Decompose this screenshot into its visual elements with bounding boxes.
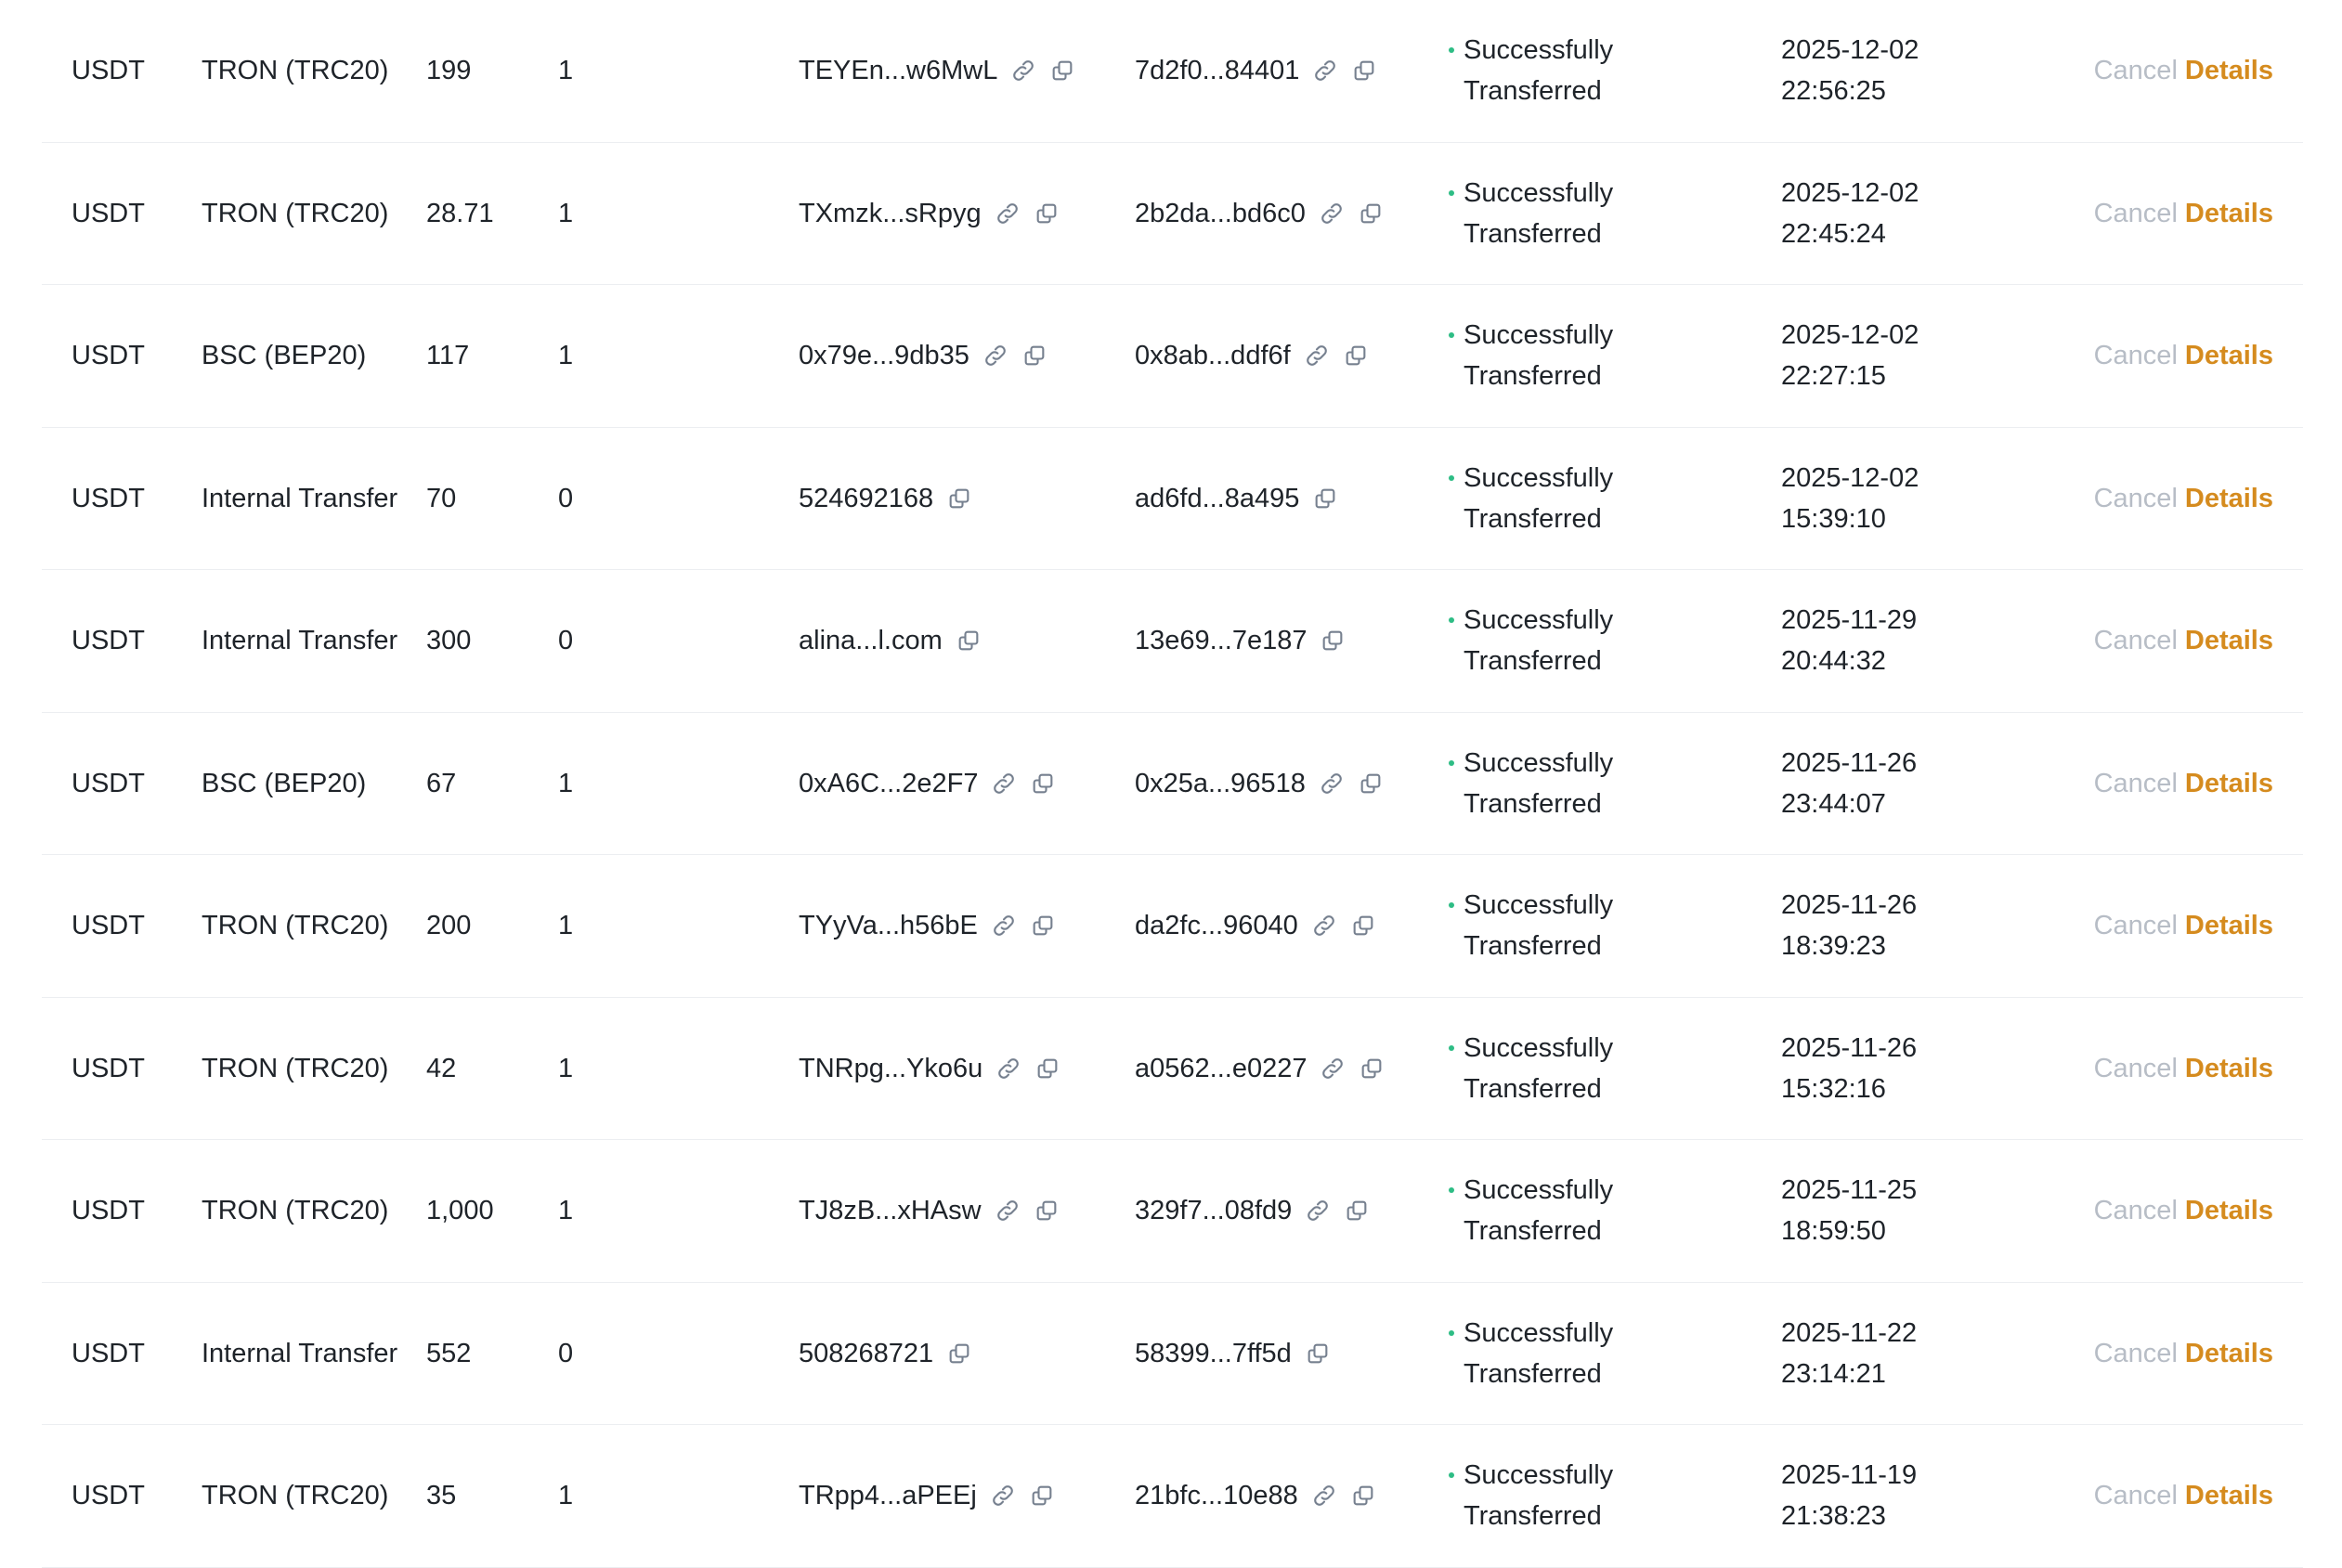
link-icon[interactable]: [982, 343, 1008, 369]
copy-icon[interactable]: [1312, 486, 1338, 512]
copy-icon[interactable]: [1358, 201, 1384, 227]
actions-cell: [2094, 335, 2273, 376]
status-cell: [1449, 600, 1668, 681]
status-text: Successfully Transferred: [1464, 1175, 1614, 1247]
copy-icon[interactable]: [1029, 1483, 1055, 1509]
confirmations-cell: 1: [558, 1196, 574, 1226]
time-text: 18:39:23: [1781, 931, 1886, 962]
time-text: 22:27:15: [1781, 361, 1886, 392]
date-text: 2025-11-29: [1781, 605, 1918, 636]
address-text: 524692168: [799, 483, 934, 513]
copy-icon[interactable]: [1320, 628, 1346, 654]
link-icon[interactable]: [991, 771, 1017, 797]
link-icon[interactable]: [1320, 1056, 1346, 1082]
link-icon[interactable]: [995, 201, 1021, 227]
txid-cell: [1135, 478, 1338, 519]
confirmations-cell: 0: [558, 483, 574, 513]
date-text: 2025-12-02: [1781, 177, 1919, 208]
network-cell: TRON (TRC20): [202, 1053, 389, 1083]
coin-cell: USDT: [72, 56, 145, 86]
copy-icon[interactable]: [946, 1341, 972, 1367]
date-cell: [1781, 315, 1919, 396]
details-button[interactable]: Details: [2184, 1481, 2273, 1511]
status-text: Successfully Transferred: [1464, 890, 1614, 962]
time-text: 20:44:32: [1781, 646, 1886, 677]
status-dot: [1449, 332, 1454, 338]
network-cell: TRON (TRC20): [202, 56, 389, 86]
address-text: TYyVa...h56bE: [799, 911, 978, 941]
address-text: TXmzk...sRpyg: [799, 198, 982, 228]
copy-icon[interactable]: [1350, 913, 1376, 939]
table-row: [42, 855, 2303, 998]
amount-cell: 300: [426, 626, 472, 656]
date-cell: [1781, 1455, 1917, 1536]
date-text: 2025-12-02: [1781, 320, 1919, 351]
actions-cell: [2094, 1475, 2273, 1516]
coin-cell: USDT: [72, 626, 145, 656]
table-row: [42, 143, 2303, 286]
link-icon[interactable]: [1305, 1198, 1331, 1224]
coin-cell: USDT: [72, 1196, 145, 1226]
table-row: [42, 1425, 2303, 1568]
date-cell: [1781, 1170, 1917, 1251]
time-text: 21:38:23: [1781, 1501, 1886, 1532]
date-text: 2025-11-26: [1781, 747, 1918, 778]
details-button[interactable]: Details: [2184, 911, 2273, 941]
details-button[interactable]: Details: [2184, 626, 2273, 656]
table-row: [42, 570, 2303, 713]
address-cell: [799, 1048, 1060, 1089]
actions-cell: [2094, 905, 2273, 946]
network-cell: BSC (BEP20): [202, 768, 367, 798]
coin-cell: USDT: [72, 341, 145, 371]
actions-cell: [2094, 1333, 2273, 1374]
date-text: 2025-11-26: [1781, 1032, 1918, 1063]
details-button[interactable]: Details: [2184, 341, 2273, 371]
address-cell: [799, 1475, 1055, 1516]
copy-icon[interactable]: [1359, 1056, 1385, 1082]
link-icon[interactable]: [995, 1056, 1021, 1082]
status-dot: [1449, 1472, 1454, 1478]
txid-cell: [1135, 763, 1384, 804]
txid-cell: [1135, 905, 1376, 946]
copy-icon[interactable]: [956, 628, 982, 654]
txid-text: 58399...7ff5d: [1135, 1338, 1292, 1368]
date-text: 2025-11-26: [1781, 890, 1918, 921]
cancel-button[interactable]: Cancel: [2093, 626, 2178, 656]
status-dot: [1449, 1330, 1454, 1336]
details-button[interactable]: Details: [2184, 1053, 2273, 1083]
address-cell: [799, 1190, 1060, 1231]
date-cell: [1781, 885, 1917, 966]
txid-text: 2b2da...bd6c0: [1135, 198, 1306, 228]
actions-cell: [2094, 620, 2273, 661]
table-row: [42, 1140, 2303, 1283]
txid-cell: [1135, 335, 1369, 376]
txid-text: 0x25a...96518: [1135, 768, 1306, 798]
copy-icon[interactable]: [1034, 201, 1060, 227]
link-icon[interactable]: [1311, 1483, 1337, 1509]
link-icon[interactable]: [995, 1198, 1021, 1224]
details-button[interactable]: Details: [2184, 1196, 2273, 1226]
time-text: 18:59:50: [1781, 1216, 1886, 1247]
address-text: TRpp4...aPEEj: [799, 1481, 977, 1511]
txid-cell: [1135, 1048, 1385, 1089]
network-cell: BSC (BEP20): [202, 341, 367, 371]
actions-cell: [2094, 763, 2273, 804]
txid-cell: [1135, 620, 1346, 661]
network-cell: TRON (TRC20): [202, 198, 389, 228]
copy-icon[interactable]: [1305, 1341, 1331, 1367]
link-icon[interactable]: [1319, 201, 1345, 227]
status-cell: [1449, 1028, 1668, 1109]
link-icon[interactable]: [991, 913, 1017, 939]
address-cell: [799, 763, 1056, 804]
amount-cell: 70: [426, 483, 457, 513]
coin-cell: USDT: [72, 1481, 145, 1511]
date-cell: [1781, 458, 1919, 539]
copy-icon[interactable]: [1049, 58, 1075, 84]
cancel-button[interactable]: Cancel: [2093, 483, 2178, 513]
time-text: 22:56:25: [1781, 76, 1886, 107]
details-button[interactable]: Details: [2184, 56, 2273, 86]
status-text: Successfully Transferred: [1464, 177, 1614, 249]
txid-text: ad6fd...8a495: [1135, 483, 1300, 513]
time-text: 15:32:16: [1781, 1073, 1886, 1104]
confirmations-cell: 1: [558, 56, 574, 86]
coin-cell: USDT: [72, 483, 145, 513]
txid-text: da2fc...96040: [1135, 911, 1298, 941]
status-text: Successfully Transferred: [1464, 1317, 1614, 1389]
confirmations-cell: 0: [558, 1338, 574, 1368]
table-row: [42, 0, 2303, 143]
amount-cell: 199: [426, 56, 472, 86]
date-text: 2025-12-02: [1781, 35, 1919, 66]
txid-text: 7d2f0...84401: [1135, 56, 1300, 86]
status-cell: [1449, 1455, 1668, 1536]
date-text: 2025-12-02: [1781, 462, 1919, 493]
actions-cell: [2094, 1190, 2273, 1231]
txid-cell: [1135, 50, 1377, 91]
time-text: 15:39:10: [1781, 503, 1886, 534]
address-text: 0xA6C...2e2F7: [799, 768, 979, 798]
copy-icon[interactable]: [1021, 343, 1047, 369]
date-text: 2025-11-25: [1781, 1175, 1918, 1206]
status-dot: [1449, 190, 1454, 196]
actions-cell: [2094, 1048, 2273, 1089]
amount-cell: 28.71: [426, 198, 494, 228]
txid-cell: [1135, 1475, 1376, 1516]
address-cell: [799, 478, 972, 519]
status-dot: [1449, 47, 1454, 53]
address-cell: [799, 193, 1060, 234]
cancel-button[interactable]: Cancel: [2093, 1053, 2178, 1083]
table-body: [42, 0, 2303, 1568]
amount-cell: 42: [426, 1053, 457, 1083]
copy-icon[interactable]: [1034, 1056, 1060, 1082]
txid-cell: [1135, 1333, 1331, 1374]
status-text: Successfully Transferred: [1464, 747, 1614, 819]
txid-cell: [1135, 1190, 1370, 1231]
details-button[interactable]: Details: [2184, 483, 2273, 513]
network-cell: Internal Transfer: [202, 1338, 398, 1368]
status-text: Successfully Transferred: [1464, 605, 1614, 677]
address-cell: [799, 905, 1056, 946]
address-text: alina...l.com: [799, 626, 943, 656]
amount-cell: 117: [426, 341, 470, 371]
txid-cell: [1135, 193, 1384, 234]
address-cell: [799, 1333, 972, 1374]
cancel-button[interactable]: Cancel: [2093, 1481, 2178, 1511]
status-dot: [1449, 760, 1454, 766]
confirmations-cell: 0: [558, 626, 574, 656]
status-cell: [1449, 173, 1668, 254]
copy-icon[interactable]: [1358, 771, 1384, 797]
txid-text: a0562...e0227: [1135, 1053, 1308, 1083]
date-cell: [1781, 30, 1919, 111]
address-cell: [799, 50, 1075, 91]
txid-text: 0x8ab...ddf6f: [1135, 341, 1291, 371]
status-text: Successfully Transferred: [1464, 35, 1614, 107]
amount-cell: 67: [426, 768, 457, 798]
copy-icon[interactable]: [1344, 1198, 1370, 1224]
details-button[interactable]: Details: [2184, 198, 2273, 228]
network-cell: Internal Transfer: [202, 626, 398, 656]
link-icon[interactable]: [1304, 343, 1330, 369]
details-button[interactable]: Details: [2184, 1338, 2273, 1368]
address-cell: [799, 620, 982, 661]
amount-cell: 200: [426, 911, 472, 941]
date-cell: [1781, 1313, 1917, 1394]
status-dot: [1449, 475, 1454, 481]
txid-text: 21bfc...10e88: [1135, 1481, 1298, 1511]
amount-cell: 1,000: [426, 1196, 494, 1226]
status-cell: [1449, 1313, 1668, 1394]
copy-icon[interactable]: [1030, 913, 1056, 939]
copy-icon[interactable]: [1030, 771, 1056, 797]
time-text: 23:14:21: [1781, 1358, 1886, 1389]
table-row: [42, 998, 2303, 1141]
actions-cell: [2094, 193, 2273, 234]
date-cell: [1781, 743, 1917, 824]
txid-text: 329f7...08fd9: [1135, 1196, 1293, 1226]
status-dot: [1449, 617, 1454, 623]
confirmations-cell: 1: [558, 1481, 574, 1511]
confirmations-cell: 1: [558, 768, 574, 798]
copy-icon[interactable]: [1034, 1198, 1060, 1224]
amount-cell: 35: [426, 1481, 457, 1511]
cancel-button[interactable]: Cancel: [2093, 911, 2178, 941]
confirmations-cell: 1: [558, 911, 574, 941]
status-text: Successfully Transferred: [1464, 462, 1614, 534]
coin-cell: USDT: [72, 1338, 145, 1368]
cancel-button[interactable]: Cancel: [2093, 1196, 2178, 1226]
table-row: [42, 285, 2303, 428]
actions-cell: [2094, 50, 2273, 91]
link-icon[interactable]: [1312, 58, 1338, 84]
link-icon[interactable]: [1010, 58, 1036, 84]
copy-icon[interactable]: [1351, 58, 1377, 84]
confirmations-cell: 1: [558, 341, 574, 371]
status-dot: [1449, 1187, 1454, 1193]
date-text: 2025-11-19: [1781, 1460, 1918, 1491]
status-cell: [1449, 743, 1668, 824]
status-cell: [1449, 1170, 1668, 1251]
copy-icon[interactable]: [946, 486, 972, 512]
transaction-history-table: [42, 0, 2303, 1568]
status-dot: [1449, 902, 1454, 908]
address-text: 508268721: [799, 1338, 934, 1368]
status-text: Successfully Transferred: [1464, 1032, 1614, 1104]
status-text: Successfully Transferred: [1464, 320, 1614, 392]
status-cell: [1449, 885, 1668, 966]
time-text: 23:44:07: [1781, 788, 1886, 819]
coin-cell: USDT: [72, 198, 145, 228]
copy-icon[interactable]: [1350, 1483, 1376, 1509]
cancel-button[interactable]: Cancel: [2093, 56, 2178, 86]
txid-text: 13e69...7e187: [1135, 626, 1308, 656]
status-text: Successfully Transferred: [1464, 1460, 1614, 1532]
coin-cell: USDT: [72, 1053, 145, 1083]
status-dot: [1449, 1045, 1454, 1051]
copy-icon[interactable]: [1343, 343, 1369, 369]
actions-cell: [2094, 478, 2273, 519]
cancel-button[interactable]: Cancel: [2093, 1338, 2178, 1368]
status-cell: [1449, 458, 1668, 539]
network-cell: TRON (TRC20): [202, 1481, 389, 1511]
details-button[interactable]: Details: [2184, 768, 2273, 798]
table-row: [42, 713, 2303, 856]
amount-cell: 552: [426, 1338, 472, 1368]
coin-cell: USDT: [72, 911, 145, 941]
cancel-button[interactable]: Cancel: [2093, 768, 2178, 798]
network-cell: TRON (TRC20): [202, 1196, 389, 1226]
confirmations-cell: 1: [558, 198, 574, 228]
table-row: [42, 428, 2303, 571]
link-icon[interactable]: [1319, 771, 1345, 797]
address-text: TEYEn...w6MwL: [799, 56, 998, 86]
address-text: TNRpg...Yko6u: [799, 1053, 983, 1083]
address-text: TJ8zB...xHAsw: [799, 1196, 982, 1226]
table-row: [42, 1283, 2303, 1426]
cancel-button[interactable]: Cancel: [2093, 341, 2178, 371]
status-cell: [1449, 315, 1668, 396]
date-cell: [1781, 600, 1917, 681]
confirmations-cell: 1: [558, 1053, 574, 1083]
link-icon[interactable]: [1311, 913, 1337, 939]
address-cell: [799, 335, 1047, 376]
status-cell: [1449, 30, 1668, 111]
coin-cell: USDT: [72, 768, 145, 798]
network-cell: Internal Transfer: [202, 483, 398, 513]
link-icon[interactable]: [990, 1483, 1016, 1509]
address-text: 0x79e...9db35: [799, 341, 969, 371]
cancel-button[interactable]: Cancel: [2093, 198, 2178, 228]
time-text: 22:45:24: [1781, 218, 1886, 249]
date-cell: [1781, 1028, 1917, 1109]
network-cell: TRON (TRC20): [202, 911, 389, 941]
date-cell: [1781, 173, 1919, 254]
date-text: 2025-11-22: [1781, 1317, 1918, 1348]
